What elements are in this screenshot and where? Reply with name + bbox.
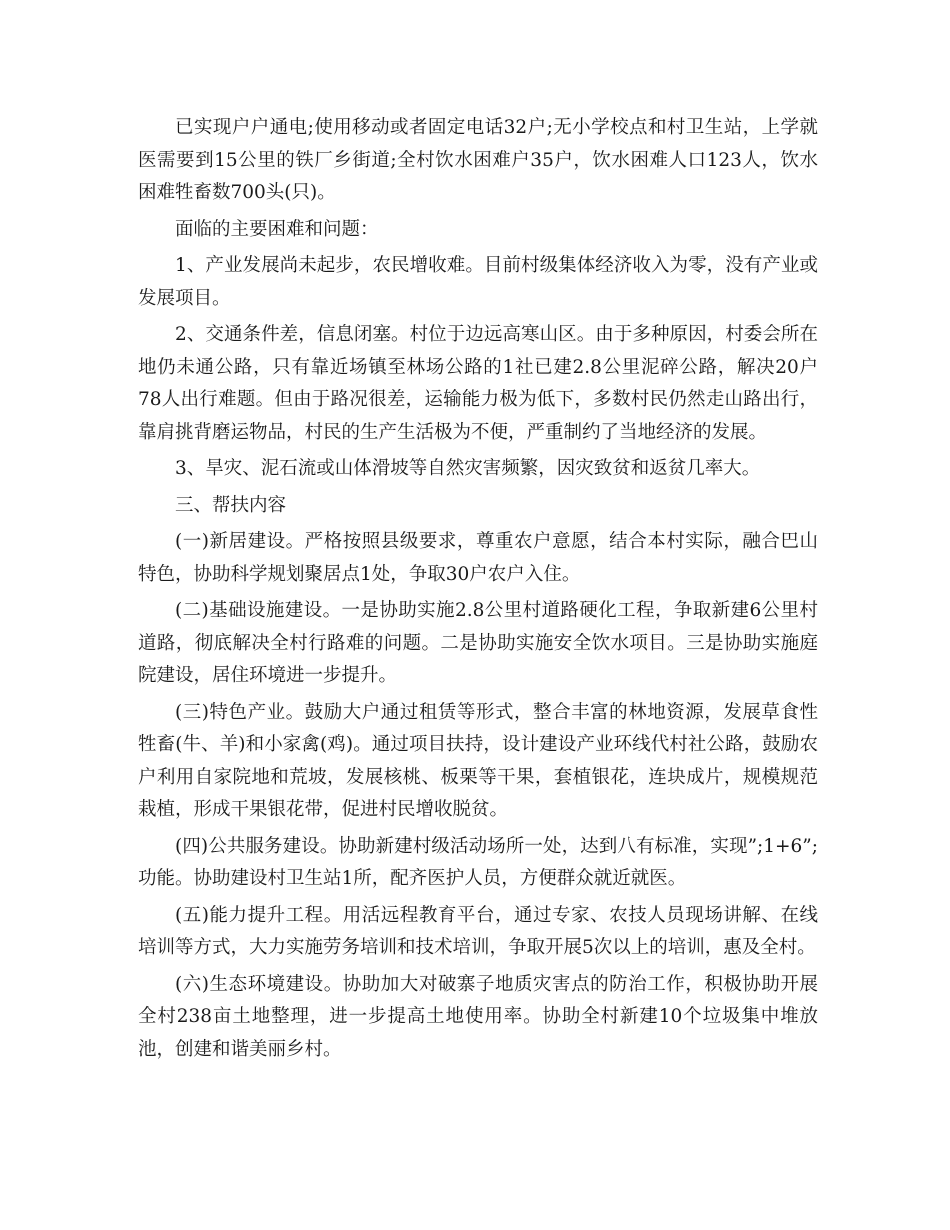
paragraph-difficulty-disasters: 3、旱灾、泥石流或山体滑坡等自然灾害频繁，因灾致贫和返贫几率大。 xyxy=(175,458,761,479)
paragraph-capacity-building: (五)能力提升工程。用活远程教育平台，通过专家、农技人员现场讲解、在线培训等方式，大力实施劳务培训和技术培训，争取开展5次以上的培训，惠及全村。 xyxy=(138,904,818,958)
document-body xyxy=(138,112,818,1070)
section-heading-assistance: 三、帮扶内容 xyxy=(175,494,287,516)
paragraph-new-housing: (一)新居建设。严格按照县级要求，尊重农户意愿，结合本村实际，融合巴山特色，协助科学规划聚居点1处，争取30户农户入住。 xyxy=(138,531,818,585)
paragraph-difficulty-transport: 2、交通条件差，信息闭塞。村位于边远高寒山区。由于多种原因，村委会所在地仍未通公路，只有靠近场镇至林场公路的1社已建2.8公里泥碎公路，解决20户78人出行难题。但由于路况很差，运输能力极为低下，多数村民仍然走山路出行，靠肩挑背磨运物品，村民的生产生活极为不便，严重制约了当地经济的发展。 xyxy=(138,324,818,443)
paragraph-public-services: (四)公共服务建设。协助新建村级活动场所一处，达到八有标准，实现”;1+6”;功能。协助建设村卫生站1所，配齐医护人员，方便群众就近就医。 xyxy=(138,835,818,889)
paragraph-difficulty-industry: 1、产业发展尚未起步，农民增收难。目前村级集体经济收入为零，没有产业或发展项目。 xyxy=(138,255,818,309)
paragraph-utilities-status: 已实现户户通电;使用移动或者固定电话32户;无小学校点和村卫生站，上学就医需要到15公里的铁厂乡街道;全村饮水困难户35户，饮水困难人口123人，饮水困难牲畜数700头(只)。 xyxy=(138,117,818,203)
paragraph-infrastructure: (二)基础设施建设。一是协助实施2.8公里村道路硬化工程，争取新建6公里村道路，彻底解决全村行路难的问题。二是协助实施安全饮水项目。三是协助实施庭院建设，居住环境进一步提升。 xyxy=(138,600,818,686)
paragraph-special-industry: (三)特色产业。鼓励大户通过租赁等形式，整合丰富的林地资源，发展草食性牲畜(牛、羊)和小家禽(鸡)。通过项目扶持，设计建设产业环线代村社公路，鼓励农户利用自家院地和荒坡，发展核桃、板栗等干果，套植银花，连块成片，规模规范栽植，形成干果银花带，促进村民增收脱贫。 xyxy=(138,701,818,820)
paragraph-ecological-environment: (六)生态环境建设。协助加大对破寨子地质灾害点的防治工作，积极协助开展全村238亩土地整理，进一步提高土地使用率。协助全村新建10个垃圾集中堆放池，创建和谐美丽乡村。 xyxy=(138,973,818,1060)
paragraph-difficulties-heading: 面临的主要困难和问题： xyxy=(175,218,379,240)
